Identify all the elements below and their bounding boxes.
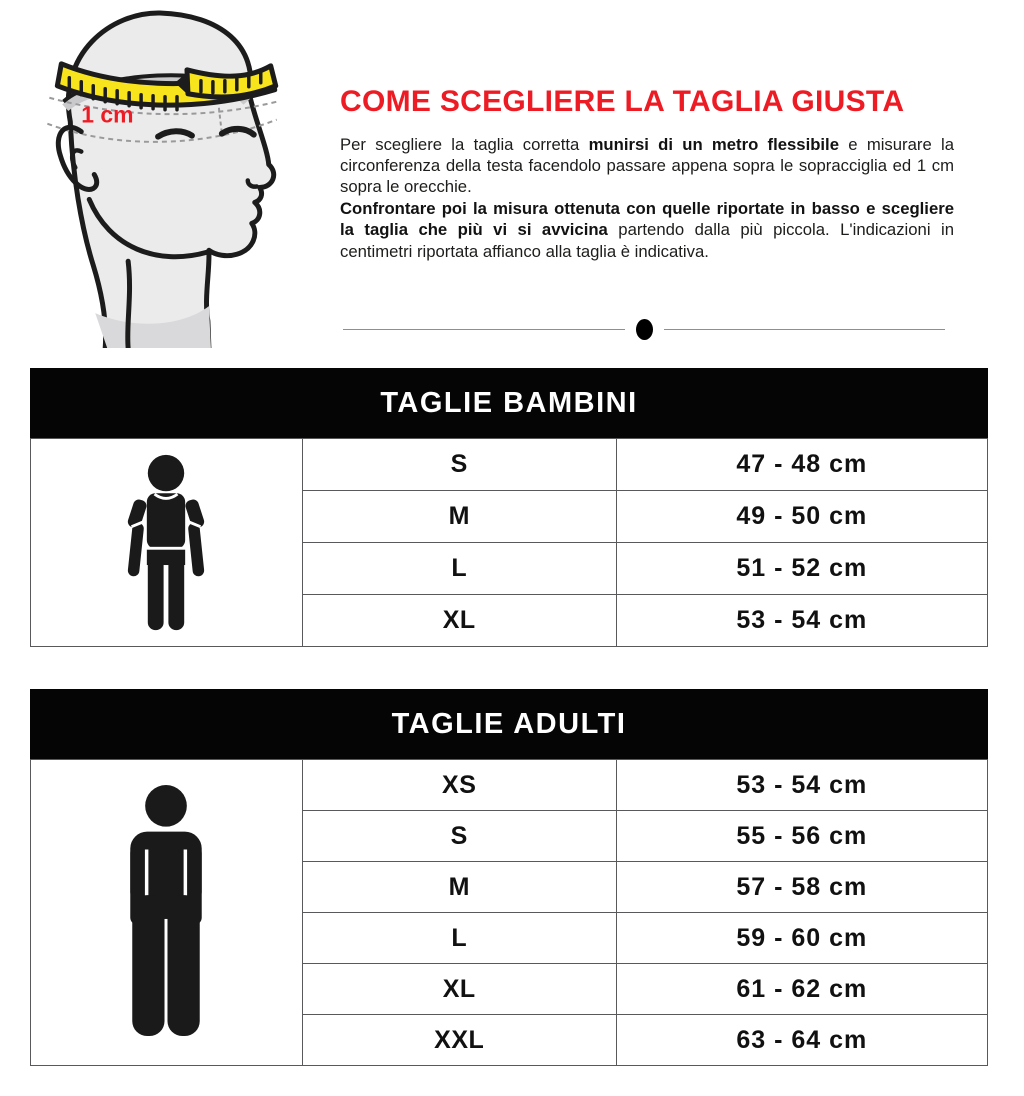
intro-p2-rest: partendo dalla più piccola. L'indicazioni in centimetri riportata affianco alla taglia è indicativa. [340,220,954,261]
intro-section [0,0,1024,368]
size-range: 63 - 64 cm [616,1015,987,1066]
size-label: XL [302,595,616,647]
size-label: XXL [302,1015,616,1066]
intro-p1-normal: Per scegliere la taglia corretta [340,134,589,154]
size-label: XL [302,964,616,1015]
divider-line-right [664,329,946,330]
size-range: 61 - 62 cm [616,964,987,1015]
size-range: 51 - 52 cm [616,543,987,595]
size-label: L [302,543,616,595]
child-icon-cell [31,439,303,647]
divider-line-left [343,329,625,330]
divider-dot [636,319,653,340]
adult-table-title: TAGLIE ADULTI [30,689,988,759]
children-table-title: TAGLIE BAMBINI [30,368,988,438]
adult-icon [116,784,216,1042]
neck-line [128,261,130,348]
page-title: COME SCEGLIERE LA TAGLIA GIUSTA [340,85,905,118]
size-label: L [302,913,616,964]
size-range: 55 - 56 cm [616,811,987,862]
size-range: 53 - 54 cm [616,595,987,647]
size-range: 59 - 60 cm [616,913,987,964]
size-range: 57 - 58 cm [616,862,987,913]
size-label: XS [302,760,616,811]
intro-text-block [340,86,954,262]
adult-sizes-table [30,689,988,1066]
table-row [31,439,988,491]
size-tables-section [30,368,988,1066]
section-divider [343,319,945,340]
table-row [31,760,988,811]
intro-paragraph-2 [340,198,954,262]
head-silhouette [68,13,273,348]
size-label: M [302,491,616,543]
intro-p2-bold: Confrontare poi la misura ottenuta con quelle riportate in basso e scegliere la taglia che più vi si avvicina [340,198,954,240]
children-sizes-table [30,368,988,647]
size-label: S [302,439,616,491]
intro-p1-rest: e misurare la circonferenza della testa facendolo passare appena sopra le sopracciglia ed 1 cm sopra le orecchie. [340,134,954,197]
child-icon [118,452,214,634]
size-label: S [302,811,616,862]
size-range: 49 - 50 cm [616,491,987,543]
size-label: M [302,862,616,913]
intro-p1-bold: munirsi di un metro flessibile [588,134,839,154]
size-range: 47 - 48 cm [616,439,987,491]
size-range: 53 - 54 cm [616,760,987,811]
adult-icon-cell [31,760,303,1066]
head-measurement-illustration [24,4,326,348]
one-cm-label: 1 cm [81,101,134,128]
intro-paragraph-1 [340,134,954,198]
